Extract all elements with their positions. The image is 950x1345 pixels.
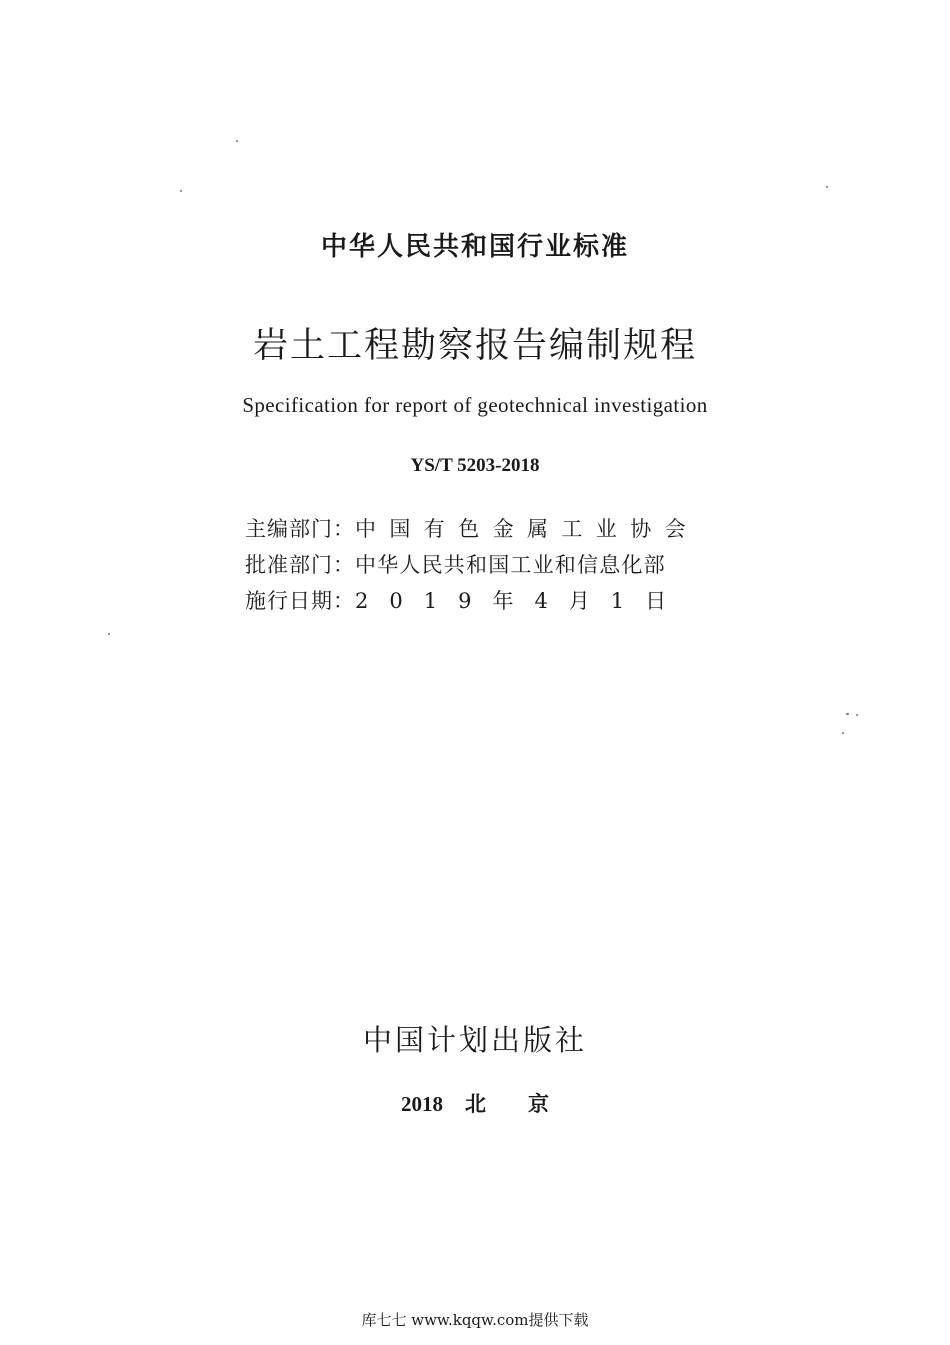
standard-code: YS/T 5203-2018 [410, 455, 540, 476]
publish-info [0, 1088, 950, 1118]
publish-city-char-1: 北 [465, 1092, 486, 1116]
editor-value: 中国有色金属工业协会 [355, 517, 699, 541]
editor-label: 主编部门： [245, 517, 355, 541]
editor-row [245, 514, 699, 544]
effective-date-label: 施行日期： [245, 589, 355, 613]
document-title-en: Specification for report of geotechnical investigation [242, 393, 708, 417]
download-footer: 库七七 www.kqqw.com提供下载 [361, 1311, 589, 1329]
scan-speck [180, 190, 182, 192]
approver-label: 批准部门： [245, 553, 355, 577]
document-title-cn: 岩土工程勘察报告编制规程 [252, 326, 697, 366]
effective-date-row [245, 586, 687, 616]
scan-speck [856, 714, 858, 716]
scan-speck [842, 732, 844, 734]
effective-date-value: 2019年4月1日 [355, 589, 688, 613]
scan-speck [846, 713, 849, 715]
publisher-name: 中国计划出版社 [362, 1023, 587, 1057]
publish-city-char-2: 京 [528, 1092, 549, 1116]
scan-speck [108, 633, 110, 635]
approver-value: 中华人民共和国工业和信息化部 [355, 553, 666, 577]
approver-row [245, 550, 666, 580]
scan-speck [236, 140, 238, 142]
standard-category: 中华人民共和国行业标准 [320, 232, 629, 262]
publish-year: 2018 [401, 1092, 443, 1116]
scan-speck [826, 186, 828, 188]
